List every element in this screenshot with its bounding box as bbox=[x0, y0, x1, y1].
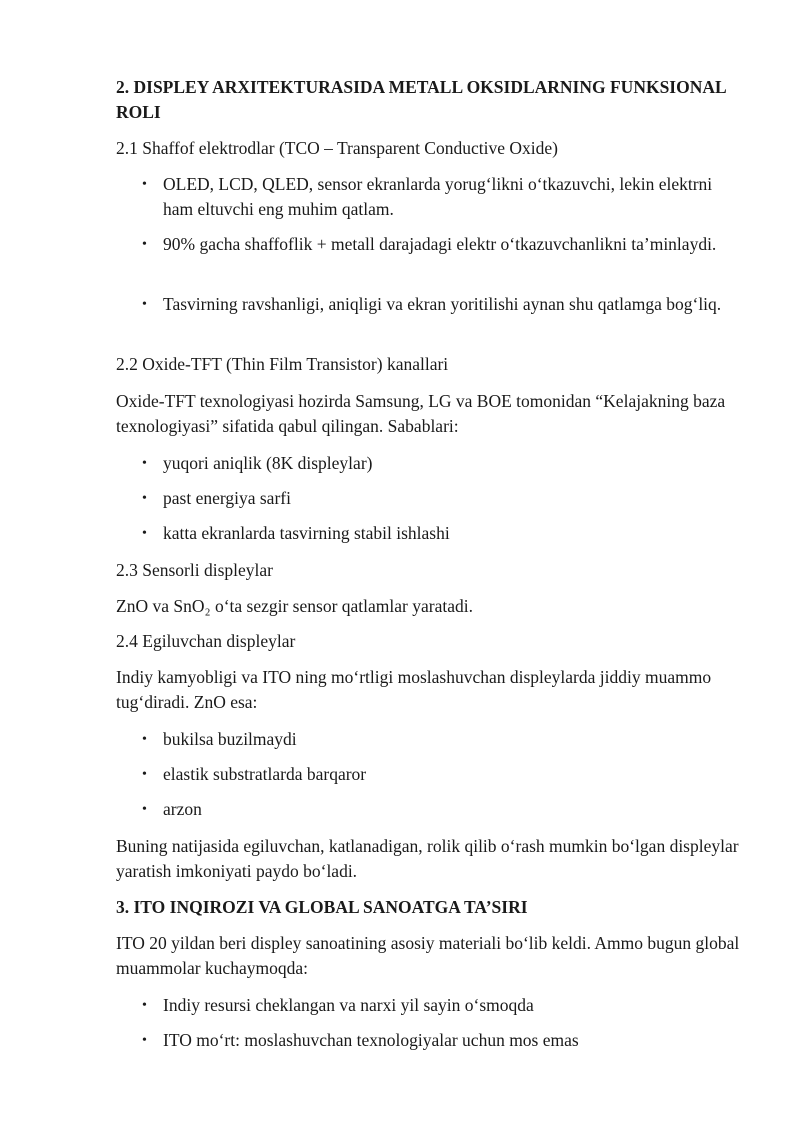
list-item-text: Indiy resursi cheklangan va narxi yil sayin o‘smoqda bbox=[163, 995, 534, 1015]
list-item-text: elastik substratlarda barqaror bbox=[163, 764, 367, 784]
section-2-3-title: 2.3 Sensorli displeylar bbox=[116, 560, 273, 580]
section-2-2-paragraph: Oxide-TFT texnologiyasi hozirda Samsung, LG va BOE tomonidan “Kelajakning baza texnologiyasi” sifatida qabul qilingan. Sabablari: bbox=[116, 391, 726, 436]
list-item-text: katta ekranlarda tasvirning stabil ishlashi bbox=[163, 523, 450, 543]
section-2-1-title: 2.1 Shaffof elektrodlar (TCO – Transparent Conductive Oxide) bbox=[116, 138, 558, 158]
section-2-4-conclusion: Buning natijasida egiluvchan, katlanadigan, rolik qilib o‘rash mumkin bo‘lgan displeylar yaratish imkoniyati paydo bo‘ladi. bbox=[116, 836, 739, 881]
bullet-icon: • bbox=[142, 767, 147, 782]
bullet-icon: • bbox=[142, 1033, 147, 1048]
list-item-text: 90% gacha shaffoflik + metall darajadagi elektr o‘tkazuvchanlikni ta’minlaydi. bbox=[163, 234, 717, 254]
list-item-text: OLED, LCD, QLED, sensor ekranlarda yorug‘likni o‘tkazuvchi, lekin elektrni ham eltuvchi eng muhim qatlam. bbox=[163, 174, 713, 219]
section-2-heading: 2. DISPLEY ARXITEKTURASIDA METALL OKSIDLARNING FUNKSIONAL ROLI bbox=[116, 77, 726, 122]
bullet-icon: • bbox=[142, 237, 147, 252]
bullet-icon: • bbox=[142, 491, 147, 506]
list-item-text: yuqori aniqlik (8K displeylar) bbox=[163, 453, 373, 473]
list-item-text: arzon bbox=[163, 799, 202, 819]
section-3-paragraph: ITO 20 yildan beri displey sanoatining asosiy materiali bo‘lib keldi. Ammo bugun global muammolar kuchaymoqda: bbox=[116, 933, 740, 978]
bullet-icon: • bbox=[142, 456, 147, 471]
list-item-text: bukilsa buzilmaydi bbox=[163, 729, 297, 749]
bullet-icon: • bbox=[142, 802, 147, 817]
bullet-icon: • bbox=[142, 297, 147, 312]
section-2-4-paragraph: Indiy kamyobligi va ITO ning mo‘rtligi moslashuvchan displeylarda jiddiy muammo tug‘diradi. ZnO esa: bbox=[116, 667, 712, 712]
list-item-text: ITO mo‘rt: moslashuvchan texnologiyalar uchun mos emas bbox=[163, 1030, 579, 1050]
section-2-2-title: 2.2 Oxide-TFT (Thin Film Transistor) kanallari bbox=[116, 354, 449, 374]
bullet-icon: • bbox=[142, 998, 147, 1013]
section-3-heading: 3. ITO INQIROZI VA GLOBAL SANOATGA TA’SIRI bbox=[116, 897, 528, 917]
bullet-icon: • bbox=[142, 526, 147, 541]
bullet-icon: • bbox=[142, 732, 147, 747]
bullet-icon: • bbox=[142, 177, 147, 192]
section-2-4-title: 2.4 Egiluvchan displeylar bbox=[116, 631, 296, 651]
list-item-text: Tasvirning ravshanligi, aniqligi va ekran yoritilishi aynan shu qatlamga bog‘liq. bbox=[163, 294, 722, 314]
section-2-3-paragraph: ZnO va SnO₂ o‘ta sezgir sensor qatlamlar yaratadi. bbox=[116, 596, 473, 616]
list-item-text: past energiya sarfi bbox=[163, 488, 291, 508]
